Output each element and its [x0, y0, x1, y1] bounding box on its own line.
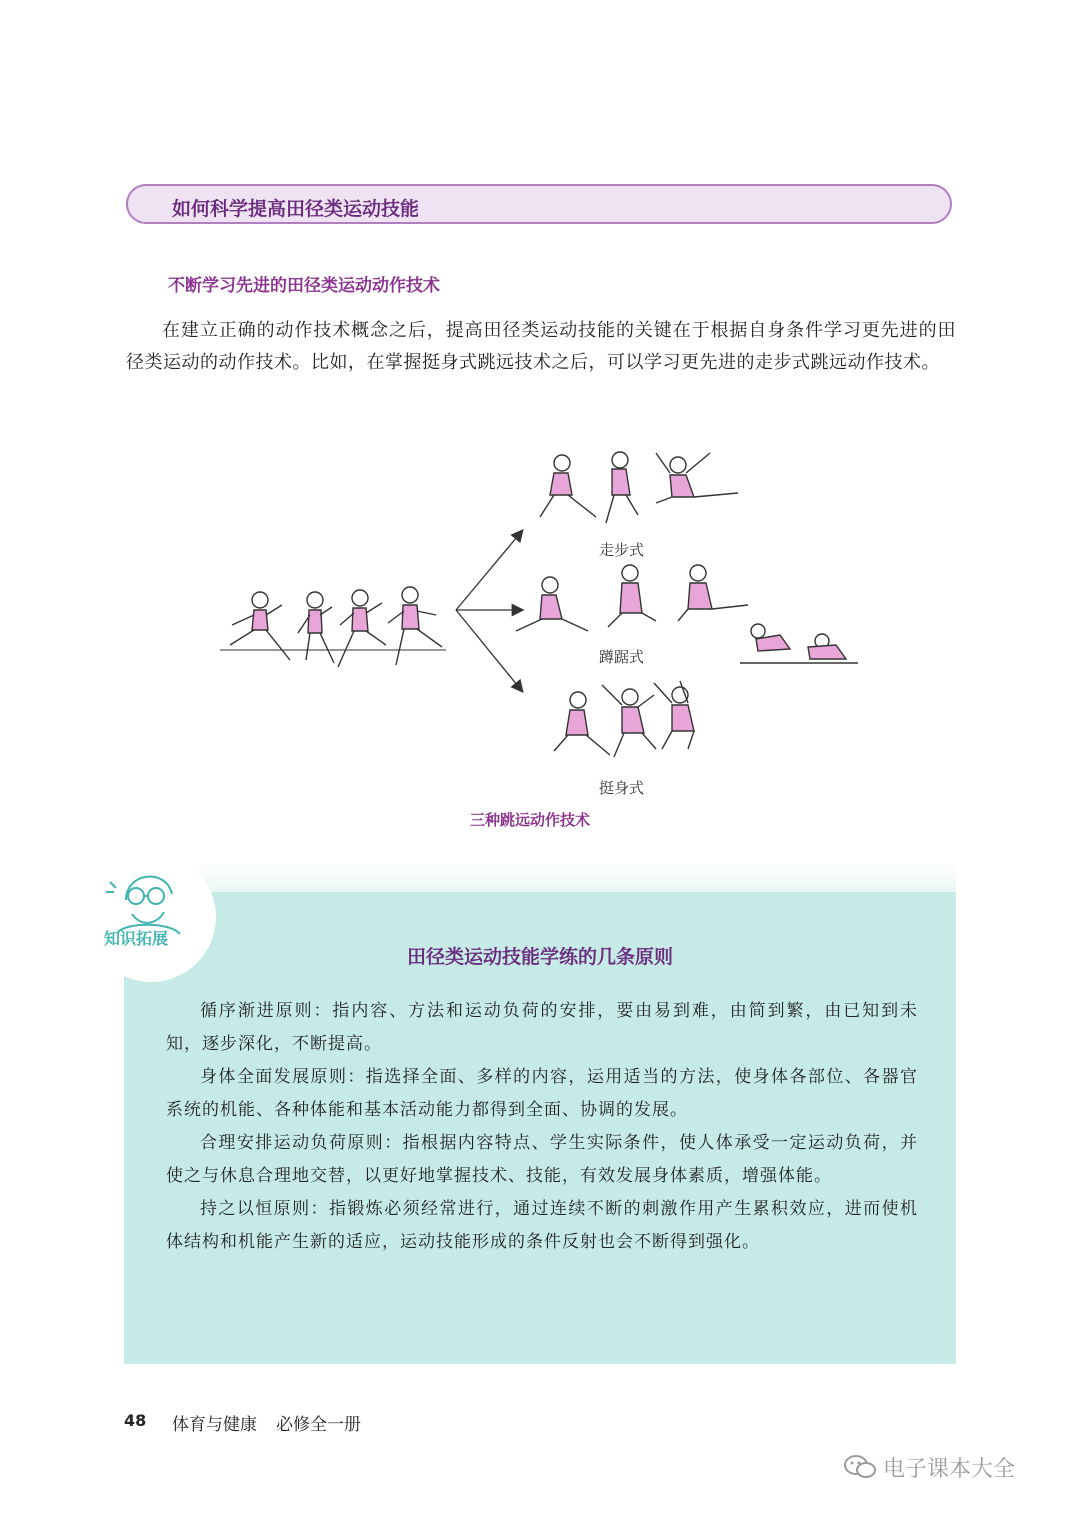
page-number: 48 — [124, 1411, 147, 1430]
long-jump-figure — [210, 445, 870, 835]
principle-paragraph: 循序渐进原则：指内容、方法和运动负荷的安排，要由易到难，由简到繁，由已知到未知，逐步深化，不断提高。 — [166, 1001, 918, 1054]
watermark-text: 电子课本大全 — [883, 1456, 1016, 1482]
squat-style-figures — [516, 565, 846, 659]
label-walking-style: 走步式 — [599, 541, 645, 559]
subsection-title: 不断学习先进的田径类运动动作技术 — [168, 276, 440, 296]
knowledge-badge-label: 知识拓展 — [104, 929, 169, 948]
figure-caption: 三种跳远动作技术 — [470, 811, 591, 829]
principle-paragraph: 身体全面发展原则：指选择全面、多样的内容，运用适当的方法，使身体各部位、各器官系统的机能、各种体能和基本活动能力都得到全面、协调的发展。 — [166, 1067, 918, 1120]
panel-top-fade — [124, 862, 956, 894]
hang-style-figures — [554, 681, 694, 757]
principle-paragraph: 合理安排运动负荷原则：指根据内容特点、学生实际条件，使人体承受一定运动负荷，并使之与休息合理地交替，以更好地掌握技术、技能，有效发展身体素质，增强体能。 — [166, 1133, 918, 1186]
book-title: 体育与健康 — [172, 1415, 257, 1435]
section-title: 如何科学提高田径类运动技能 — [172, 198, 420, 220]
label-hang-style: 挺身式 — [599, 779, 645, 797]
intro-paragraph: 在建立正确的动作技术概念之后，提高田径类运动技能的关键在于根据自身条件学习更先进的田径类运动的动作技术。比如，在掌握挺身式跳远技术之后，可以学习更先进的走步式跳远动作技术。 — [126, 320, 956, 373]
label-squat-style: 蹲踞式 — [599, 648, 645, 666]
knowledge-body — [166, 995, 918, 1259]
arrow-to-hang — [456, 610, 522, 691]
wechat-icon — [843, 1453, 877, 1481]
approach-run-figures — [230, 587, 442, 667]
walking-style-figures — [540, 452, 738, 523]
arrow-to-walking — [456, 531, 522, 610]
long-jump-illustration — [210, 445, 870, 835]
knowledge-title: 田径类运动技能学练的几条原则 — [406, 946, 673, 968]
section-header — [126, 184, 952, 224]
watermark — [843, 1452, 1015, 1482]
principle-paragraph: 持之以恒原则：指锻炼必须经常进行，通过连续不断的刺激作用产生累积效应，进而使机体结构和机能产生新的适应，运动技能形成的条件反射也会不断得到强化。 — [166, 1199, 918, 1252]
book-volume: 必修全一册 — [276, 1415, 361, 1435]
